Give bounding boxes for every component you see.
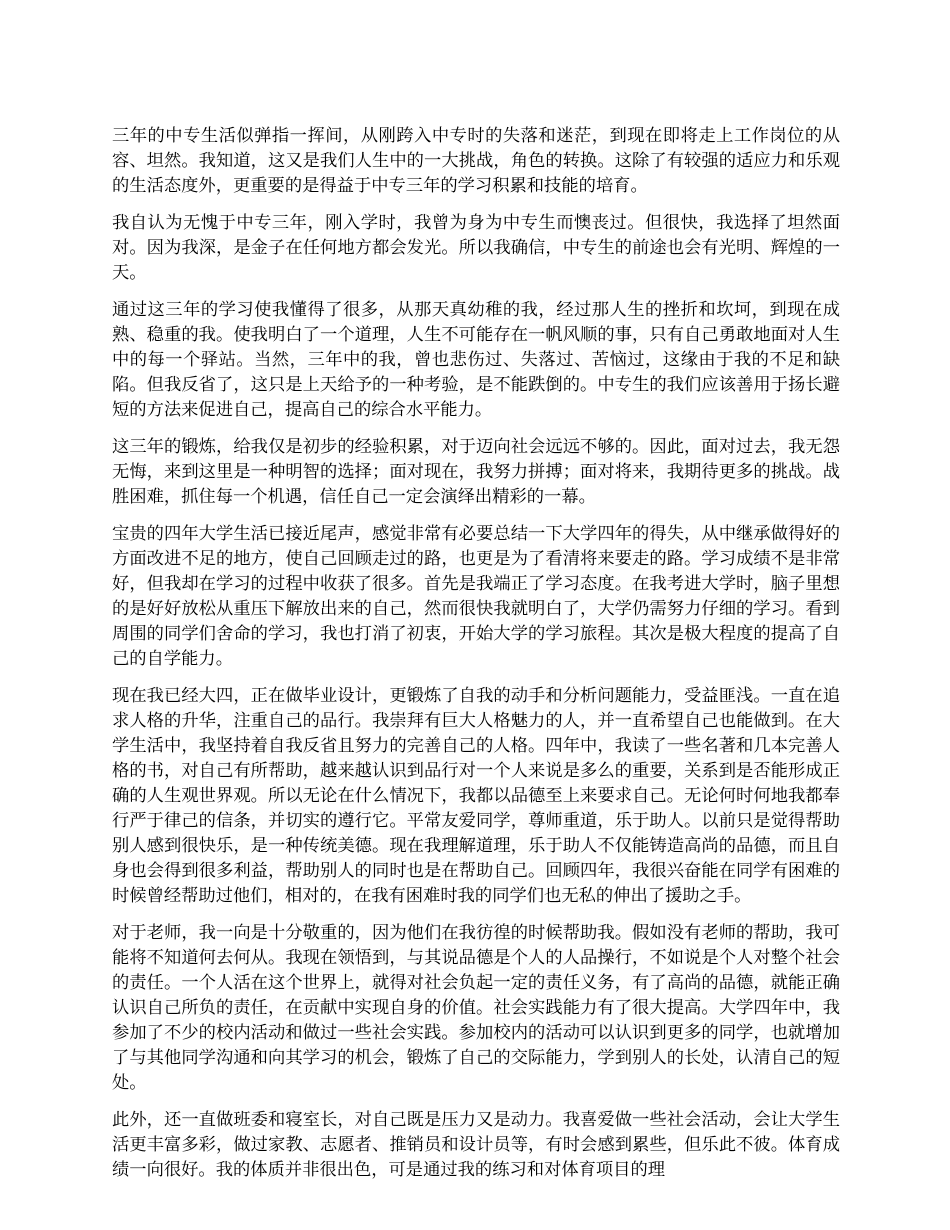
document-body [112,124,840,1195]
paragraph-2: 我自认为无愧于中专三年，刚入学时，我曾为身为中专生而懊丧过。但很快，我选择了坦然面对。因为我深，是金子在任何地方都会发光。所以我确信，中专生的前途也会有光明、辉煌的一天。 [112,213,840,283]
paragraph-1: 三年的中专生活似弹指一挥间，从刚跨入中专时的失落和迷茫，到现在即将走上工作岗位的从容、坦然。我知道，这又是我们人生中的一大挑战，角色的转换。这除了有较强的适应力和乐观的生活态度外，更重要的是得益于中专三年的学习积累和技能的培育。 [112,126,840,196]
paragraph-4: 这三年的锻炼，给我仅是初步的经验积累，对于迈向社会远远不够的。因此，面对过去，我无怨无悔，来到这里是一种明智的选择；面对现在，我努力拼搏；面对将来，我期待更多的挑战。战胜困难，抓住每一个机遇，信任自己一定会演绎出精彩的一幕。 [112,437,840,507]
paragraph-6: 现在我已经大四，正在做毕业设计，更锻炼了自我的动手和分析问题能力，受益匪浅。一直在追求人格的升华，注重自己的品行。我崇拜有巨大人格魅力的人，并一直希望自己也能做到。在大学生活中，我坚持着自我反省且努力的完善自己的人格。四年中，我读了一些名著和几本完善人格的书，对自己有所帮助，越来越认识到品行对一个人来说是多么的重要，关系到是否能形成正确的人生观世界观。所以无论在什么情况下，我都以品德至上来要求自己。无论何时何地我都奉行严于律己的信条，并切实的遵行它。平常友爱同学，尊师重道，乐于助人。以前只是觉得帮助别人感到很快乐，是一种传统美德。现在我理解道理，乐于助人不仅能铸造高尚的品德，而且自身也会得到很多利益，帮助别人的同时也是在帮助自己。回顾四年，我很兴奋能在同学有困难的时候曾经帮助过他们，相对的，在我有困难时我的同学们也无私的伸出了援助之手。 [112,686,840,906]
paragraph-5: 宝贵的四年大学生活已接近尾声，感觉非常有必要总结一下大学四年的得失，从中继承做得好的方面改进不足的地方，使自己回顾走过的路，也更是为了看清将来要走的路。学习成绩不是非常好，但我却在学习的过程中收获了很多。首先是我端正了学习态度。在我考进大学时，脑子里想的是好好放松从重压下解放出来的自己，然而很快我就明白了，大学仍需努力仔细的学习。看到周围的同学们舍命的学习，我也打消了初衷，开始大学的学习旅程。其次是极大程度的提高了自己的自学能力。 [112,524,840,669]
paragraph-8: 此外，还一直做班委和寝室长，对自己既是压力又是动力。我喜爱做一些社会活动，会让大学生活更丰富多彩，做过家教、志愿者、推销员和设计员等，有时会感到累些，但乐此不彼。体育成绩一向很好。我的体质并非很出色，可是通过我的练习和对体育项目的理 [112,1110,840,1180]
paragraph-7: 对于老师，我一向是十分敬重的，因为他们在我彷徨的时候帮助我。假如没有老师的帮助，我可能将不知道何去何从。我现在领悟到，与其说品德是个人的人品操行，不如说是个人对整个社会的责任。一个人活在这个世界上，就得对社会负起一定的责任义务，有了高尚的品德，就能正确认识自己所负的责任，在贡献中实现自身的价值。社会实践能力有了很大提高。大学四年中，我参加了不少的校内活动和做过一些社会实践。参加校内的活动可以认识到更多的同学，也就增加了与其他同学沟通和向其学习的机会，锻炼了自己的交际能力，学到别人的长处，认清自己的短处。 [112,923,840,1093]
paragraph-3: 通过这三年的学习使我懂得了很多，从那天真幼稚的我，经过那人生的挫折和坎坷，到现在成熟、稳重的我。使我明白了一个道理，人生不可能存在一帆风顺的事，只有自己勇敢地面对人生中的每一个驿站。当然，三年中的我，曾也悲伤过、失落过、苦恼过，这缘由于我的不足和缺陷。但我反省了，这只是上天给予的一种考验，是不能跌倒的。中专生的我们应该善用于扬长避短的方法来促进自己，提高自己的综合水平能力。 [112,300,840,420]
